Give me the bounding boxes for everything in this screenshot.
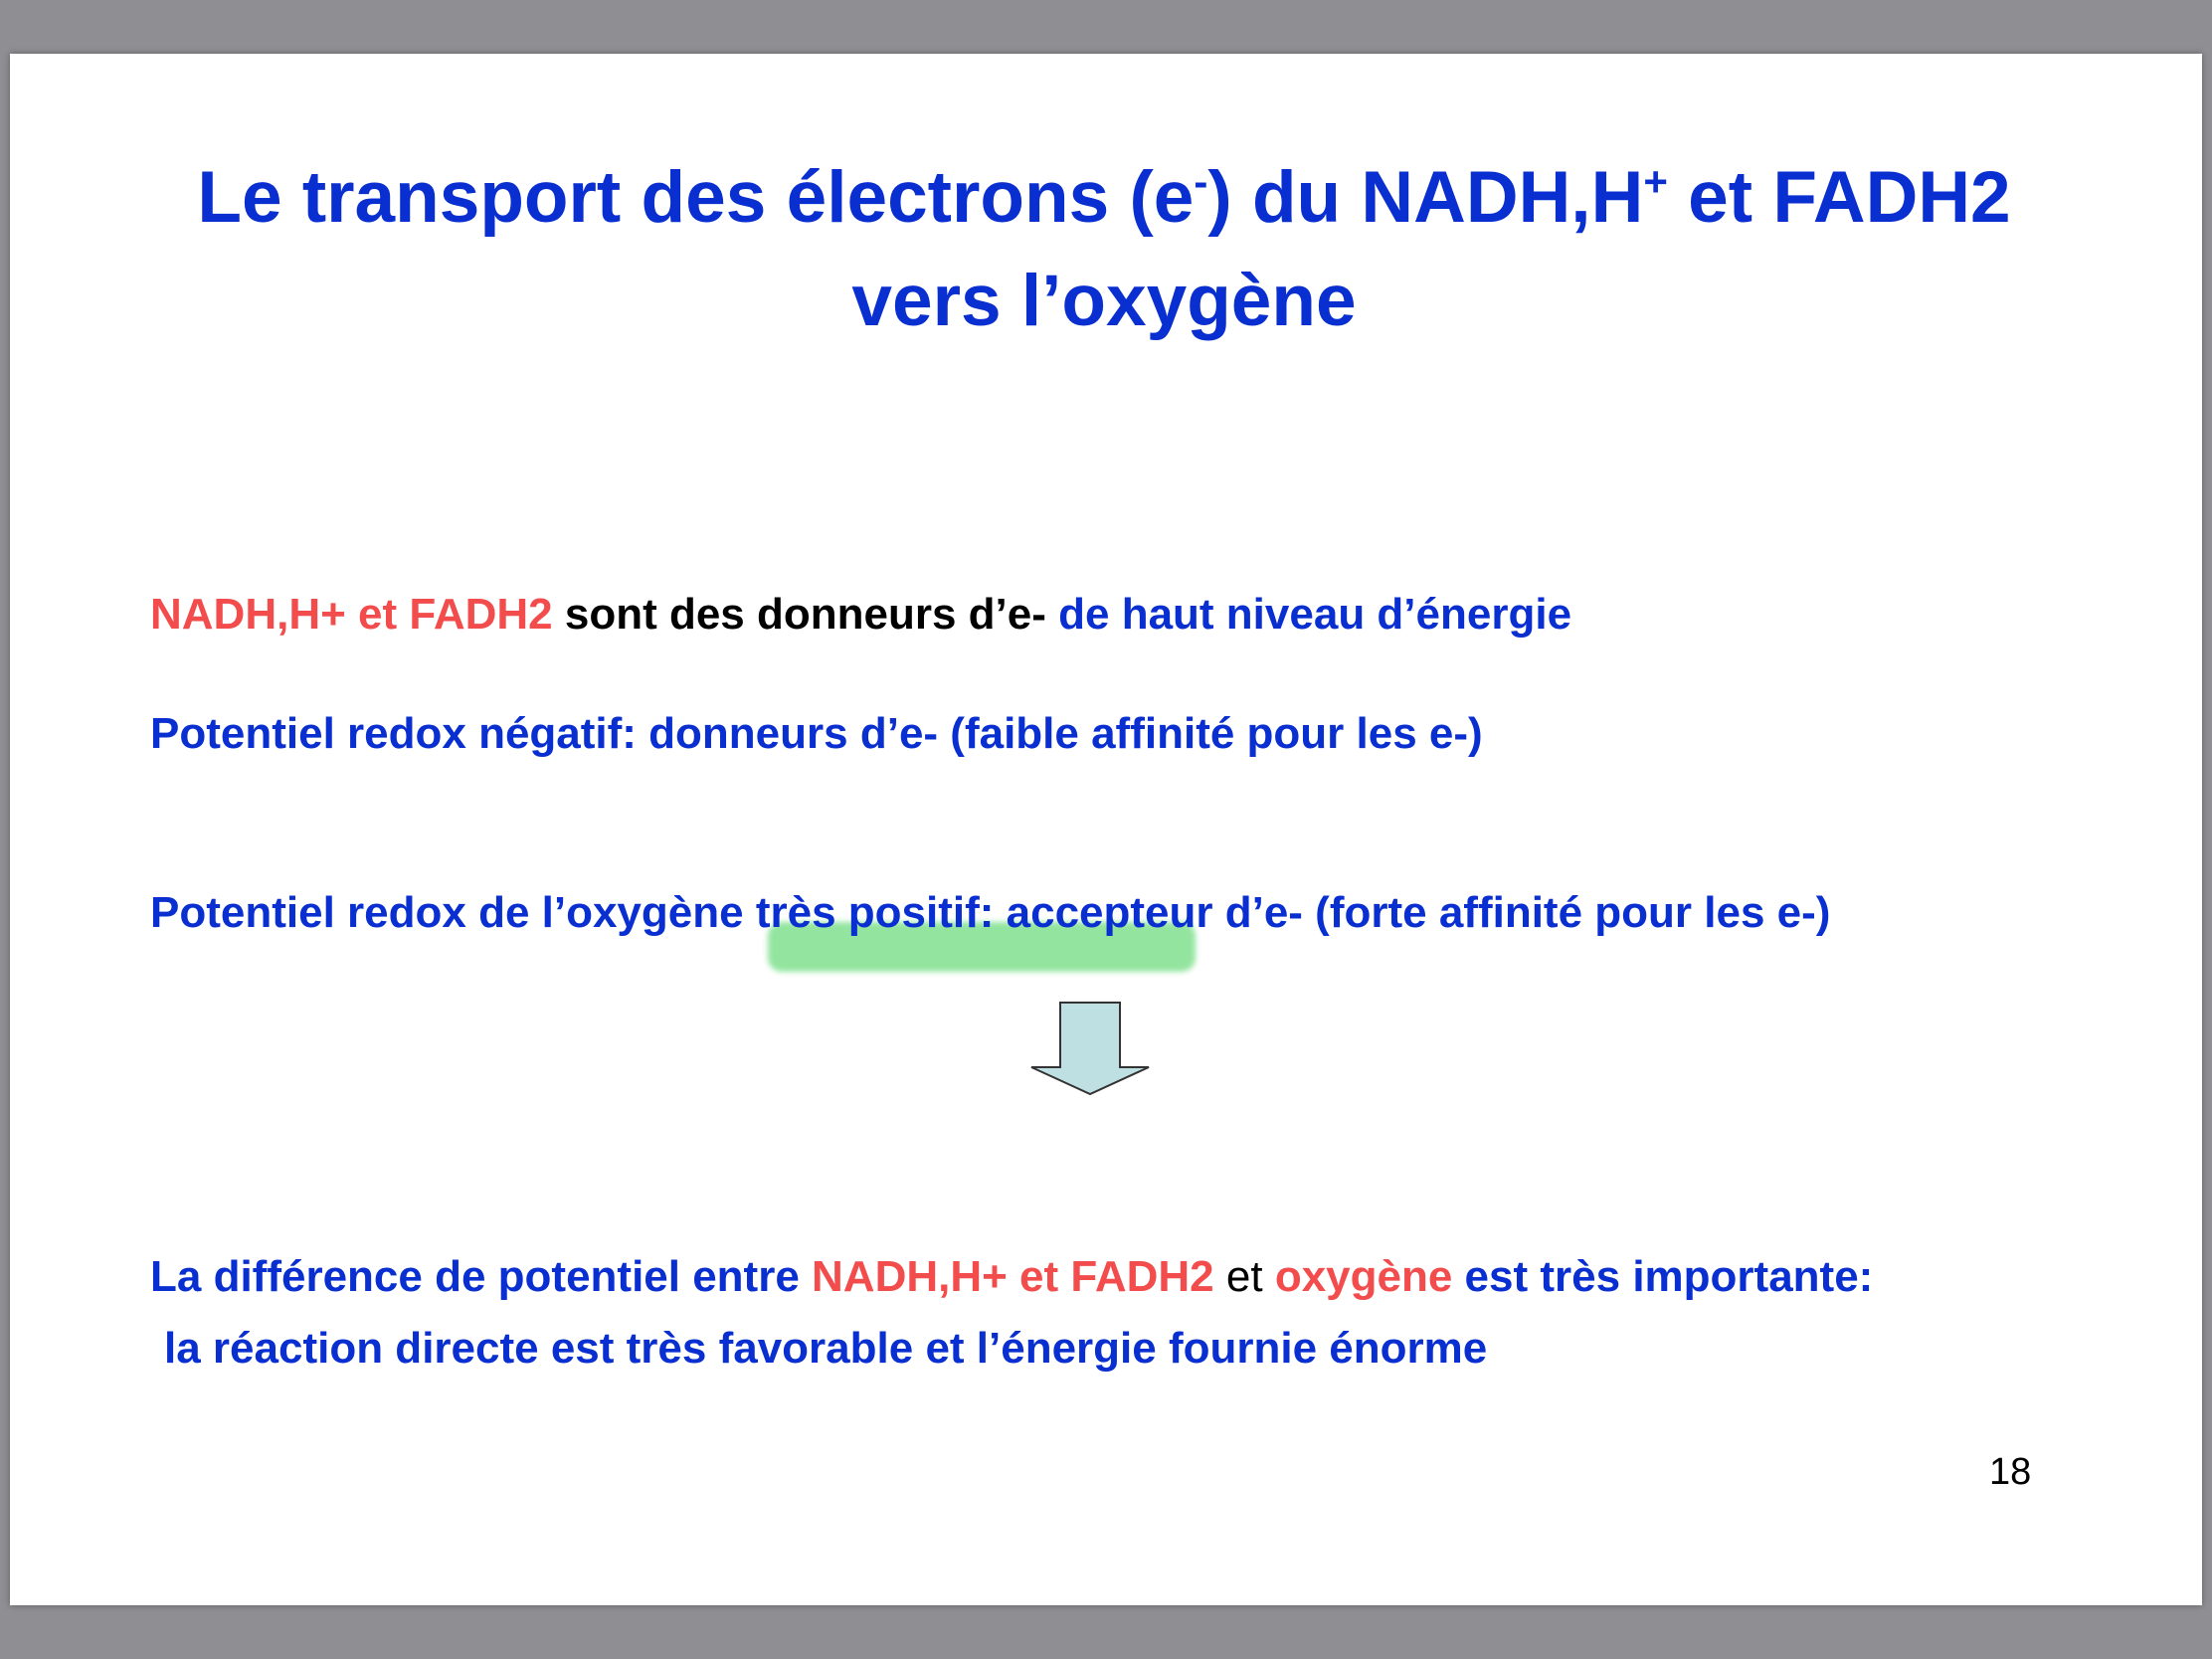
title-line2: vers l’oxygène [851,261,1357,341]
conclusion-line2: la réaction directe est très favorable et l’énergie fournie énorme [164,1324,1488,1373]
conclusion-c: et [1213,1252,1275,1301]
slide-title [70,151,2138,348]
title-part2: ) du NADH,H [1207,157,1644,238]
statement-positive-potential: Potentiel redox de l’oxygène très positif: accepteur d’e- (forte affinité pour les e-) [150,888,1831,937]
title-superscript-minus: - [1194,158,1208,205]
statement-donors-black: sont des donneurs d’e- [552,590,1046,639]
down-arrow-icon [1029,1002,1153,1097]
slide [10,54,2202,1605]
statement-negative-potential: Potentiel redox négatif: donneurs d’e- (faible affinité pour les e-) [150,709,1483,758]
title-superscript-plus: + [1643,158,1668,205]
statement-donors [150,589,1571,641]
title-part1: Le transport des électrons (e [197,157,1195,238]
title-part3: et FADH2 [1667,157,2011,238]
conclusion-e: est très importante: [1452,1252,1874,1301]
conclusion-a: La différence de potentiel entre [150,1252,813,1301]
conclusion-b: NADH,H+ et FADH2 [812,1252,1214,1301]
statement-donors-red: NADH,H+ et FADH2 [150,590,553,639]
page-number: 18 [1989,1451,2032,1493]
conclusion-d: oxygène [1274,1252,1453,1301]
conclusion-line1 [150,1251,1873,1303]
statement-donors-blue: de haut niveau d’énergie [1045,590,1572,639]
